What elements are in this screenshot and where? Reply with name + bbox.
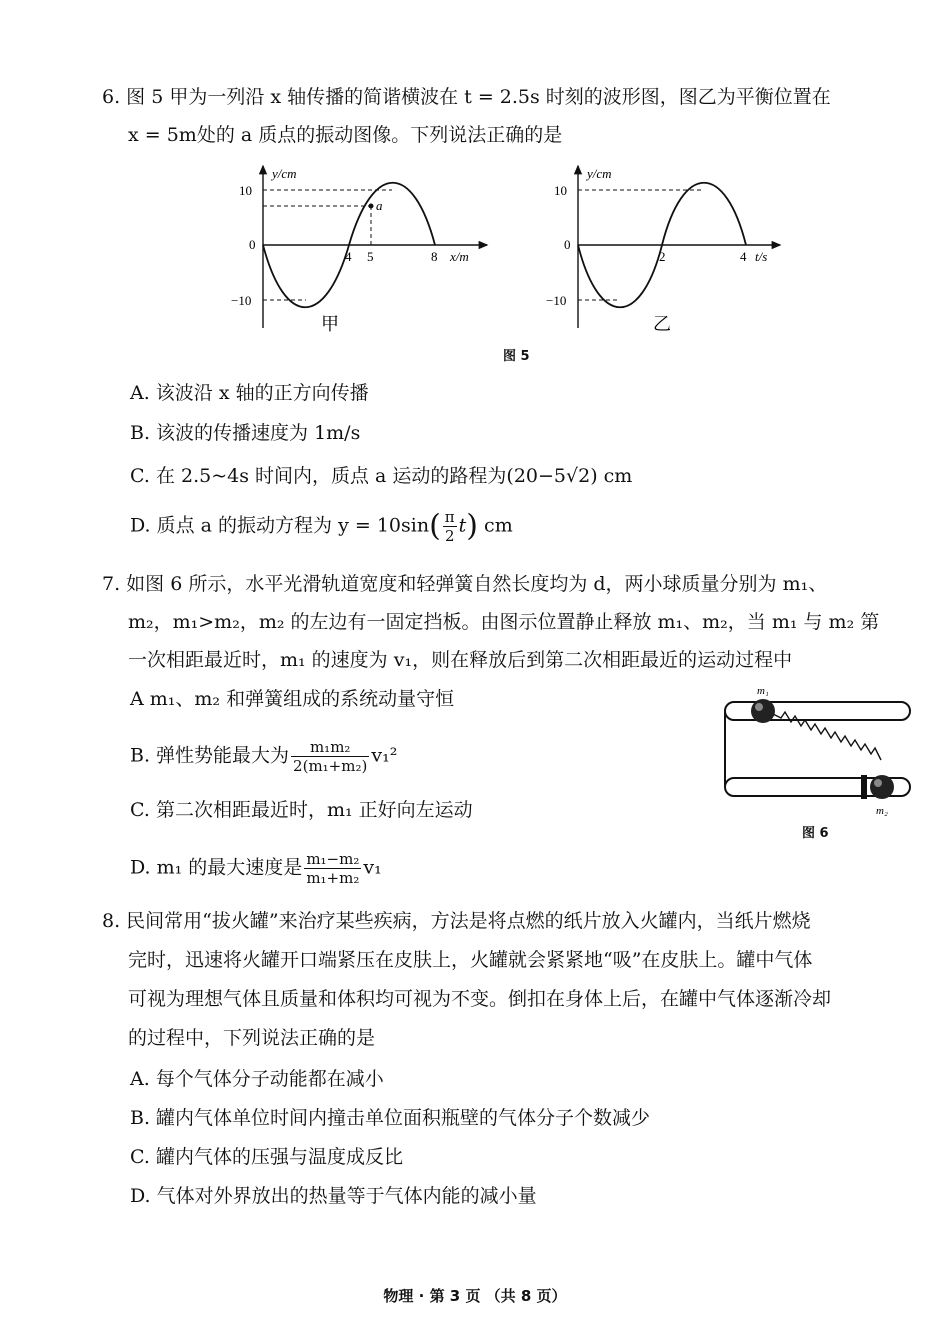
figure-6-caption: 图 6 [802,826,829,841]
q7-stem-line2: m₂，m₁>m₂，m₂ 的左边有一固定挡板。由图示位置静止释放 m₁、m₂，当 m₁ 与 m₂ 第 [128,611,880,633]
q6-option-d: D. 质点 a 的振动方程为 y = 10sin( $\frac{\pi}{2}$ t) cm [130,508,513,545]
point-a-marker [369,204,374,209]
q8-option-a: A. 每个气体分子动能都在减小 [130,1068,384,1090]
svg-text:−10: −10 [546,293,567,308]
m1-label: m₁ [757,685,769,697]
figure-5-caption: 图 5 [503,349,530,364]
q8-option-d: D. 气体对外界放出的热量等于气体内能的减小量 [130,1185,537,1207]
vibration-graph-yi [540,158,800,343]
yi-caption: 乙 [653,314,671,335]
yi-ylabel: y/cm [587,166,612,181]
wave-graph-jia [225,158,515,343]
svg-text:4: 4 [740,249,747,264]
q6-option-b: B. 该波的传播速度为 1m/s [130,422,361,444]
q6-stem-line2: x = 5m处的 a 质点的振动图像。下列说法正确的是 [128,124,563,146]
svg-text:5: 5 [367,249,374,264]
svg-text:0: 0 [249,237,256,252]
q6-stem-line1: 6. 图 5 甲为一列沿 x 轴传播的简谐横波在 t = 2.5s 时刻的波形图，图乙为平衡位置在 [102,86,831,108]
q7-option-a: A m₁、m₂ 和弹簧组成的系统动量守恒 [130,688,455,710]
q8-stem-line2: 完时，迅速将火罐开口端紧压在皮肤上，火罐就会紧紧地“吸”在皮肤上。罐中气体 [128,949,813,971]
blocking-plate [861,775,867,799]
svg-text:10: 10 [239,183,252,198]
svg-text:8: 8 [431,249,438,264]
ball-m1 [751,699,775,723]
q7-stem-line1: 7. 如图 6 所示，水平光滑轨道宽度和轻弹簧自然长度均为 d，两小球质量分别为 m₁、 [102,573,828,595]
q7-option-d: D. m₁ 的最大速度是 $\frac{\text{m₁−m₂}}{\text{m₁+m₂}}$ v₁ [130,850,382,887]
svg-text:0: 0 [564,237,571,252]
svg-text:4: 4 [345,249,352,264]
jia-caption: 甲 [321,314,339,335]
q7-stem-line3: 一次相距最近时，m₁ 的速度为 v₁，则在释放后到第二次相距最近的运动过程中 [128,649,793,671]
q8-stem-line4: 的过程中，下列说法正确的是 [128,1027,376,1049]
q8-stem-line1: 8. 民间常用“拔火罐”来治疗某些疾病，方法是将点燃的纸片放入火罐内，当纸片燃烧 [102,910,811,932]
q7-option-c: C. 第二次相距最近时，m₁ 正好向左运动 [130,799,473,821]
jia-ylabel: y/cm [272,166,297,181]
point-a-label: a [376,198,383,213]
q6-option-c: C. 在 2.5~4s 时间内，质点 a 运动的路程为(20−5√2) cm [130,465,633,487]
spring-rail-figure [715,684,915,834]
jia-xlabel: x/m [450,249,469,264]
ball-m2 [870,775,894,799]
svg-text:−10: −10 [231,293,252,308]
yi-xlabel: t/s [755,249,768,264]
q8-option-b: B. 罐内气体单位时间内撞击单位面积瓶壁的气体分子个数减少 [130,1107,651,1129]
svg-text:2: 2 [659,249,666,264]
q8-option-c: C. 罐内气体的压强与温度成反比 [130,1146,403,1168]
m2-label: m₂ [876,805,888,817]
page-footer: 物理 · 第 3 页 （共 8 页） [383,1287,567,1305]
q7-option-b: B. 弹性势能最大为 $\frac{\text{m₁m₂}}{\text{2(m₁+m₂)}}$ v₁² [130,738,398,775]
q8-stem-line3: 可视为理想气体且质量和体积均可视为不变。倒扣在身体上后，在罐中气体逐渐冷却 [128,988,832,1010]
svg-text:10: 10 [554,183,567,198]
q6-option-a: A. 该波沿 x 轴的正方向传播 [130,382,369,404]
